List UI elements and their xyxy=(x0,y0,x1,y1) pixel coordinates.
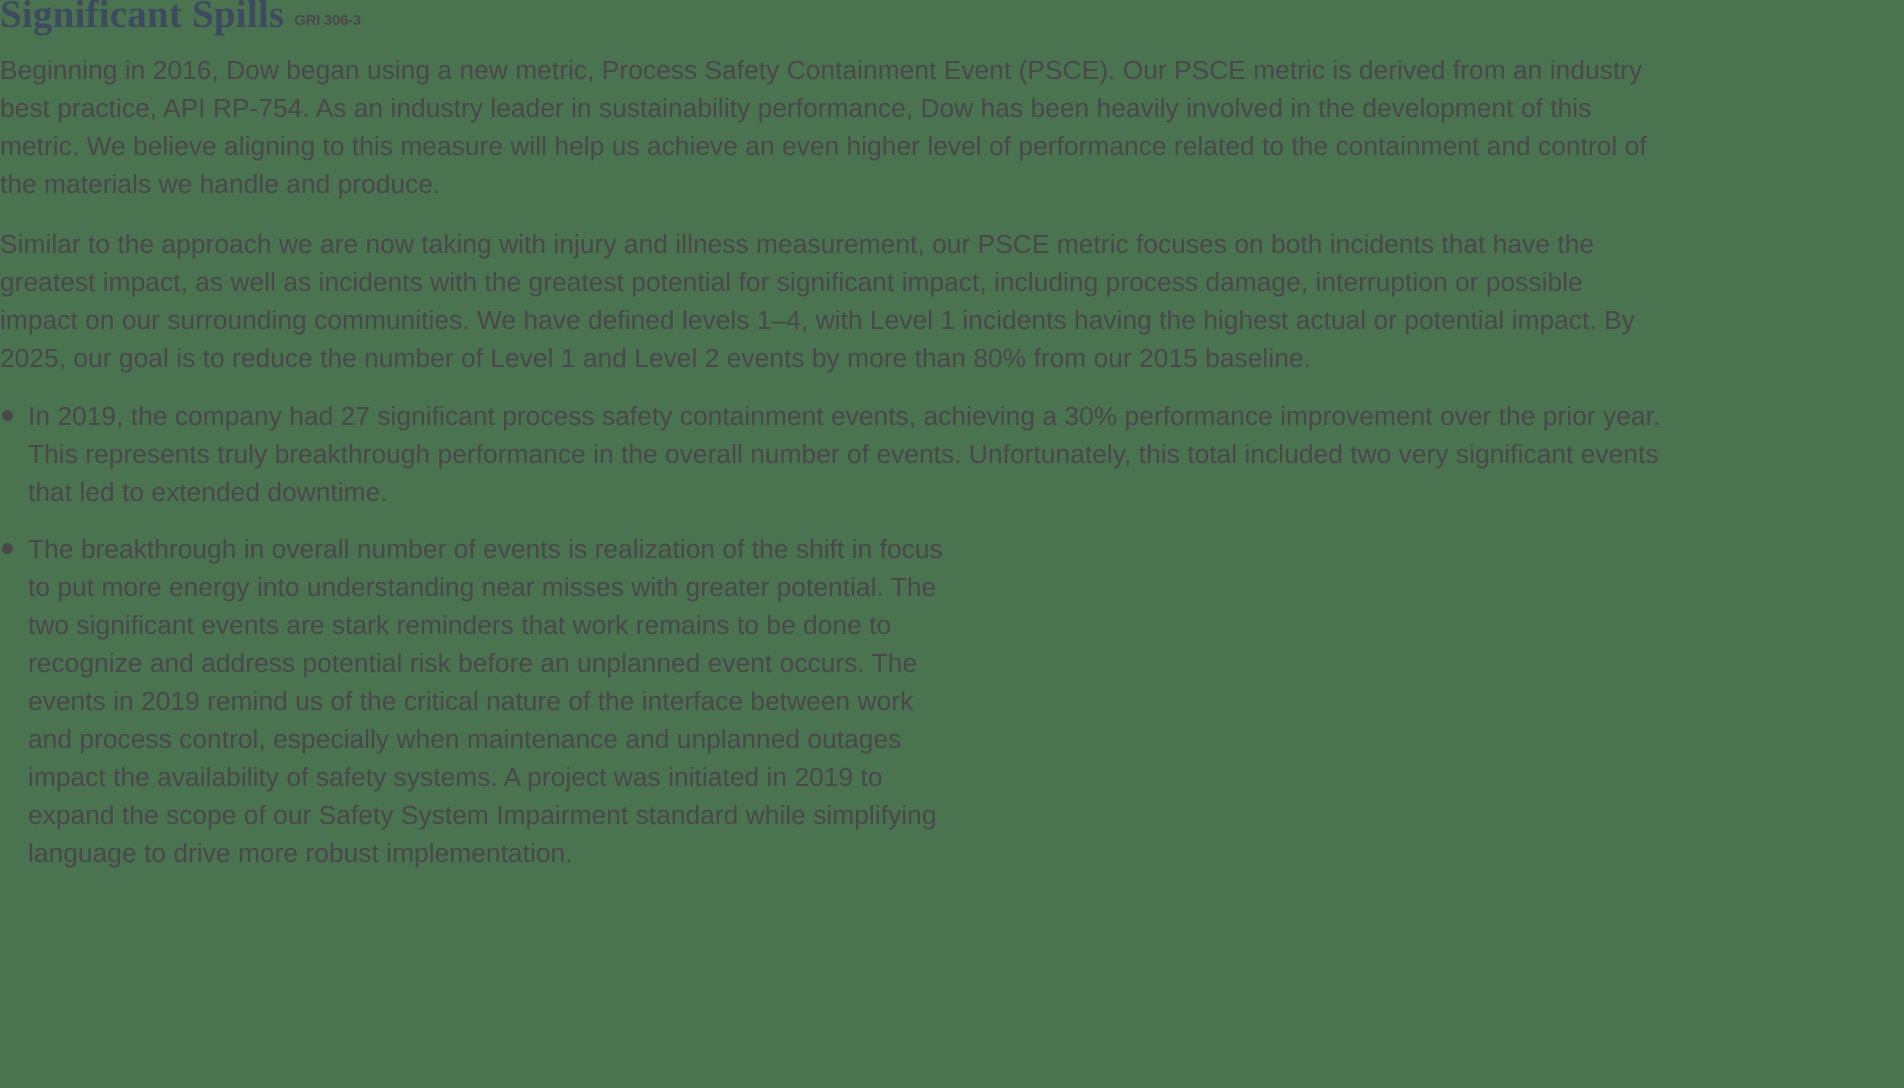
text-line: events in 2019 remind us of the critical nature of the interface between work xyxy=(28,686,914,716)
text-line: impact on our surrounding communities. We have defined levels 1–4, with Level 1 incidents having the highest actual or potential impact. By xyxy=(0,305,1635,335)
text-line: the materials we handle and produce. xyxy=(0,169,441,199)
gri-reference-tag: GRI 306-3 xyxy=(294,12,361,29)
text-line: In 2019, the company had 27 significant process safety containment events, achieving a 30% performance improvement over the prior year. xyxy=(28,401,1661,431)
bullet-text xyxy=(28,397,1660,511)
text-line: language to drive more robust implementation. xyxy=(28,838,573,868)
text-line: metric. We believe aligning to this measure will help us achieve an even higher level of performance related to the containment and control of xyxy=(0,131,1647,161)
text-line: Beginning in 2016, Dow began using a new metric, Process Safety Containment Event (PSCE). Our PSCE metric is derived from an industry xyxy=(0,55,1643,85)
text-line: best practice, API RP-754. As an industry leader in sustainability performance, Dow has been heavily involved in the development of this xyxy=(0,93,1592,123)
text-line: 2025, our goal is to reduce the number of Level 1 and Level 2 events by more than 80% from our 2015 baseline. xyxy=(0,343,1311,373)
text-line: impact the availability of safety systems. A project was initiated in 2019 to xyxy=(28,762,883,792)
text-line: Similar to the approach we are now taking with injury and illness measurement, our PSCE metric focuses on both incidents that have the xyxy=(0,229,1595,259)
section-heading xyxy=(0,0,361,38)
text-line: greatest impact, as well as incidents with the greatest potential for significant impact, including process damage, interruption or possible xyxy=(0,267,1583,297)
paragraph-psce-intro xyxy=(0,51,1647,203)
bullet-icon xyxy=(2,410,13,421)
bullet-text xyxy=(28,530,943,872)
text-line: expand the scope of our Safety System Impairment standard while simplifying xyxy=(28,800,937,830)
section-title: Significant Spills xyxy=(0,0,285,36)
text-line: This represents truly breakthrough performance in the overall number of events. Unfortunately, this total included two very significant events xyxy=(28,439,1659,469)
text-line: two significant events are stark reminders that work remains to be done to xyxy=(28,610,892,640)
text-line: The breakthrough in overall number of events is realization of the shift in focus xyxy=(28,534,943,564)
bullet-icon xyxy=(2,543,13,554)
text-line: and process control, especially when maintenance and unplanned outages xyxy=(28,724,902,754)
text-line: recognize and address potential risk before an unplanned event occurs. The xyxy=(28,648,918,678)
paragraph-psce-approach xyxy=(0,225,1635,377)
text-line: to put more energy into understanding near misses with greater potential. The xyxy=(28,572,937,602)
text-line: that led to extended downtime. xyxy=(28,477,388,507)
